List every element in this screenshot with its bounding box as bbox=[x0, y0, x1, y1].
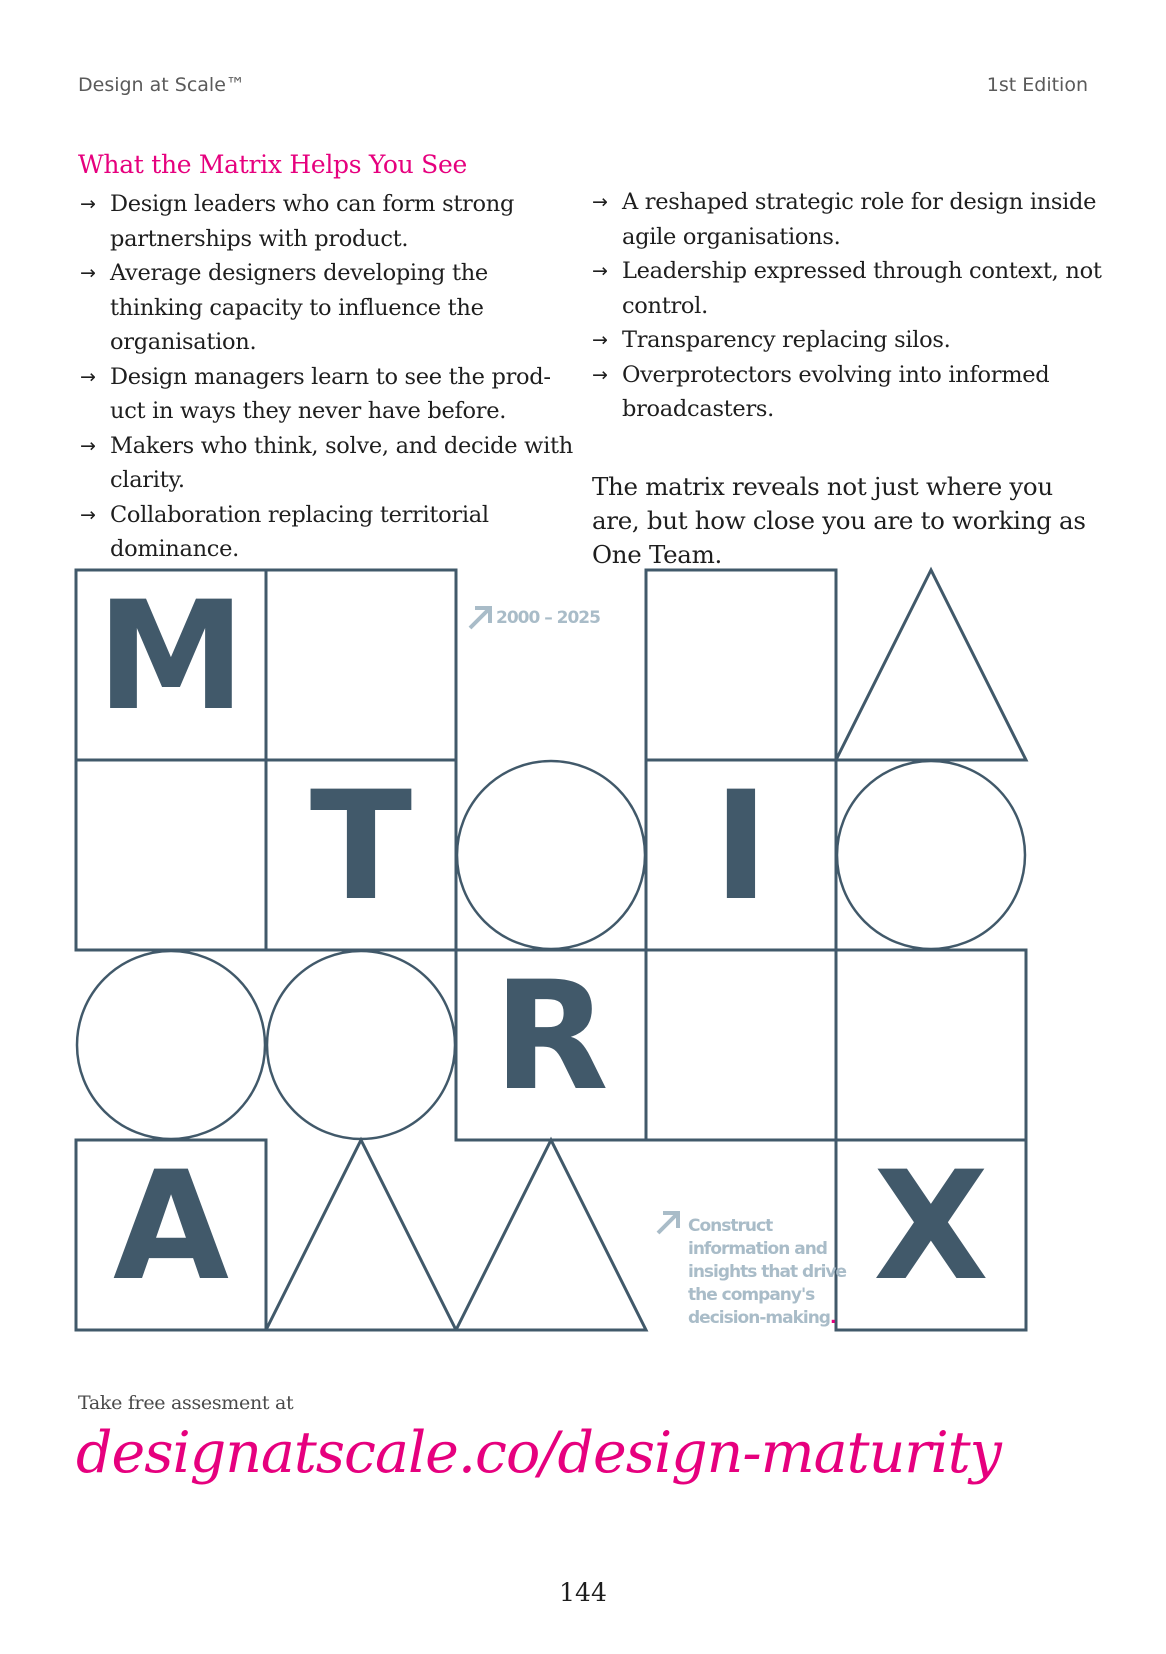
matrix-box bbox=[646, 570, 836, 760]
matrix-triangle bbox=[266, 1140, 456, 1330]
arrow-right-icon: → bbox=[592, 191, 608, 213]
matrix-letter-a: A bbox=[112, 1140, 230, 1314]
matrix-circle bbox=[837, 761, 1025, 949]
arrow-right-icon: → bbox=[80, 262, 96, 284]
list-item: → Collaboration replacing territorial dominance. bbox=[80, 498, 580, 567]
matrix-triangle bbox=[456, 1140, 646, 1330]
matrix-letter-r: R bbox=[493, 950, 609, 1124]
summary-paragraph: The matrix reveals not just where you are, but how close you are to working as One Team. bbox=[592, 472, 1086, 569]
arrow-right-icon: → bbox=[80, 503, 96, 526]
matrix-letter-m: M bbox=[96, 570, 246, 744]
matrix-circle bbox=[457, 761, 645, 949]
matrix-circle bbox=[77, 951, 265, 1139]
list-item: → Makers who think, solve, and decide with clarity. bbox=[80, 429, 580, 498]
list-item: → Design managers learn to see the prod-uct in ways they never have before. bbox=[80, 360, 580, 429]
arrow-right-icon: → bbox=[592, 363, 608, 386]
list-item: → Overprotectors evolving into informed broadcasters. bbox=[592, 358, 1102, 427]
running-head-book-title: Design at Scale™ bbox=[78, 74, 245, 96]
matrix-letter-i: I bbox=[713, 760, 769, 934]
assessment-label: Take free assesment at bbox=[78, 1392, 294, 1414]
matrix-letter-x: X bbox=[873, 1140, 989, 1314]
matrix-box bbox=[266, 570, 456, 760]
assessment-link[interactable]: designatscale.co/design-maturity bbox=[76, 1420, 1001, 1486]
matrix-box bbox=[646, 950, 836, 1140]
matrix-circle bbox=[267, 951, 455, 1139]
arrow-up-right-icon bbox=[466, 604, 494, 632]
list-item: → Leadership expressed through context, not control. bbox=[592, 254, 1102, 323]
arrow-right-icon: → bbox=[592, 260, 608, 282]
list-item: → Average designers developing the thinking capacity to influence the organisation. bbox=[80, 256, 580, 360]
list-item: → Transparency replacing silos. bbox=[592, 323, 1102, 358]
arrow-right-icon: → bbox=[592, 329, 608, 351]
accent-dot: . bbox=[829, 1308, 836, 1328]
note-annotation: Construct information and insights that drive the company's decision-making. bbox=[688, 1215, 848, 1330]
matrix-letter-t: T bbox=[309, 760, 413, 934]
arrow-right-icon: → bbox=[80, 193, 96, 215]
section-title: What the Matrix Helps You See bbox=[78, 150, 467, 179]
matrix-box bbox=[836, 950, 1026, 1140]
page-number: 144 bbox=[559, 1578, 607, 1607]
year-annotation: 2000 – 2025 bbox=[496, 608, 600, 628]
matrix-box bbox=[76, 760, 266, 950]
arrow-right-icon: → bbox=[80, 365, 96, 388]
arrow-up-right-icon bbox=[654, 1209, 682, 1237]
matrix-triangle bbox=[836, 570, 1026, 760]
running-head-edition: 1st Edition bbox=[986, 74, 1088, 96]
list-item: → Design leaders who can form strong partnerships with product. bbox=[80, 187, 580, 256]
arrow-right-icon: → bbox=[80, 434, 96, 457]
list-item: → A reshaped strategic role for design inside agile organisations. bbox=[592, 185, 1102, 254]
